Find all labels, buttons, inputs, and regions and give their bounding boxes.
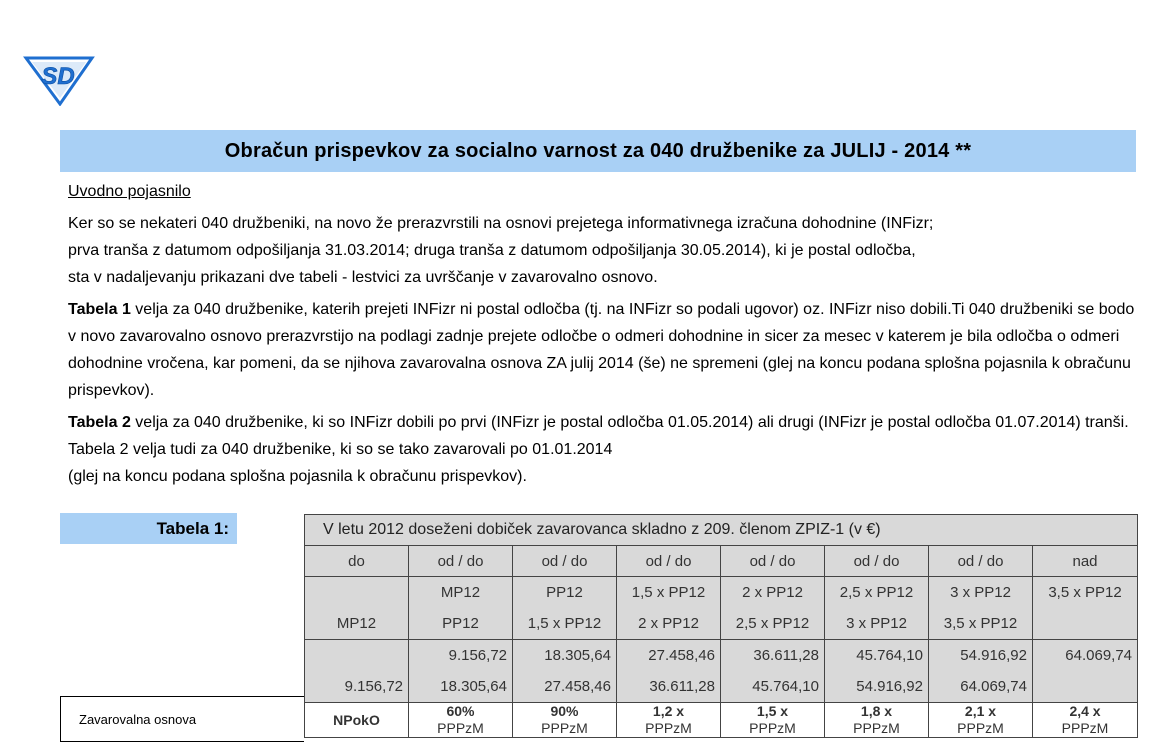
range-label-cell: 3 x PP12 3,5 x PP12 <box>929 577 1033 640</box>
intro-paragraph-1b: prva tranša z datumom odpošiljanja 31.03.2014; druga tranša z datumom odpošiljanja 30.05.2014), ki je postal odločba, <box>68 242 916 259</box>
svg-text:SD: SD <box>41 63 75 90</box>
col-header: od / do <box>721 546 825 577</box>
basis-cell: 1,5 x PPPzM <box>721 703 825 738</box>
table2-ref: Tabela 2 <box>68 414 131 431</box>
basis-cell: 2,4 x PPPzM <box>1033 703 1138 738</box>
table1-caption: V letu 2012 doseženi dobiček zavarovanca skladno z 209. členom ZPIZ-1 (v €) <box>305 515 1138 546</box>
col-header: od / do <box>513 546 617 577</box>
intro-section <box>68 178 1138 490</box>
col-header: od / do <box>409 546 513 577</box>
insurance-basis-label: Zavarovalna osnova <box>60 696 304 742</box>
basis-cell: 60% PPPzM <box>409 703 513 738</box>
col-header: od / do <box>825 546 929 577</box>
basis-cell: 1,2 x PPPzM <box>617 703 721 738</box>
intro-paragraph-2 <box>68 296 1138 404</box>
range-value-cell: 9.156,72 18.305,64 <box>409 640 513 703</box>
range-label-cell: 3,5 x PP12 <box>1033 577 1138 640</box>
table1-label: Tabela 1: <box>60 513 237 544</box>
range-label-cell: 1,5 x PP12 2 x PP12 <box>617 577 721 640</box>
table1-header-row <box>305 546 1138 577</box>
intro-paragraph-2-text: velja za 040 družbenike, katerih prejeti INFizr ni postal odločba (tj. na INFizr so podali ugovor) oz. INFizr niso dobili.Ti 040 družbeniki se bodo v novo zavarovalno osnovo prerazvrstijo na podlagi zadnje prejete odločbe o odmeri dohodnine in sicer za mesec v katerem je bila odločba o odmeri dohodnine vročena, kar pomeni, da se njihova zavarovalna osnova ZA julij 2014 (še) ne spremeni (glej na koncu podana splošna pojasnila k obračunu prispevkov). <box>68 301 1135 399</box>
intro-heading: Uvodno pojasnilo <box>68 183 191 200</box>
intro-paragraph-3 <box>68 409 1138 463</box>
intro-paragraph-1c: sta v nadaljevanju prikazani dve tabeli - lestvici za uvrščanje v zavarovalno osnovo. <box>68 269 658 286</box>
range-value-cell: 9.156,72 <box>305 640 409 703</box>
table1-range-label-row <box>305 577 1138 640</box>
col-header: od / do <box>617 546 721 577</box>
intro-paragraph-3-text: velja za 040 družbenike, ki so INFizr dobili po prvi (INFizr je postal odločba 01.05.2014) ali drugi (INFizr je postal odločba 01.07.2014) tranši. Tabela 2 velja tudi za 040 družbenike, ki so se tako zavarovali po 01.01.2014 <box>68 414 1129 458</box>
range-label-cell: 2,5 x PP12 3 x PP12 <box>825 577 929 640</box>
page-title: Obračun prispevkov za socialno varnost za 040 družbenike za JULIJ - 2014 ** <box>60 130 1136 172</box>
range-label-cell: MP12 <box>305 577 409 640</box>
company-logo <box>22 50 96 106</box>
col-header: nad <box>1033 546 1138 577</box>
intro-paragraph-1a: Ker so se nekateri 040 družbeniki, na novo že prerazvrstili na osnovi prejetega informativnega izračuna dohodnine (INFizr; <box>68 215 934 232</box>
basis-cell: 2,1 x PPPzM <box>929 703 1033 738</box>
col-header: od / do <box>929 546 1033 577</box>
range-label-cell: MP12 PP12 <box>409 577 513 640</box>
intro-paragraph-3b: (glej na koncu podana splošna pojasnila k obračunu prispevkov). <box>68 468 527 485</box>
range-value-cell: 36.611,28 45.764,10 <box>721 640 825 703</box>
basis-cell: 90% PPPzM <box>513 703 617 738</box>
table1 <box>304 514 1138 738</box>
basis-cell: NPokO <box>305 703 409 738</box>
range-value-cell: 18.305,64 27.458,46 <box>513 640 617 703</box>
table1-basis-row <box>305 703 1138 738</box>
range-label-cell: 2 x PP12 2,5 x PP12 <box>721 577 825 640</box>
table1-ref: Tabela 1 <box>68 301 131 318</box>
range-value-cell: 64.069,74 <box>1033 640 1138 703</box>
table1-range-value-row <box>305 640 1138 703</box>
basis-cell: 1,8 x PPPzM <box>825 703 929 738</box>
col-header: do <box>305 546 409 577</box>
range-value-cell: 54.916,92 64.069,74 <box>929 640 1033 703</box>
range-value-cell: 27.458,46 36.611,28 <box>617 640 721 703</box>
range-value-cell: 45.764,10 54.916,92 <box>825 640 929 703</box>
range-label-cell: PP12 1,5 x PP12 <box>513 577 617 640</box>
